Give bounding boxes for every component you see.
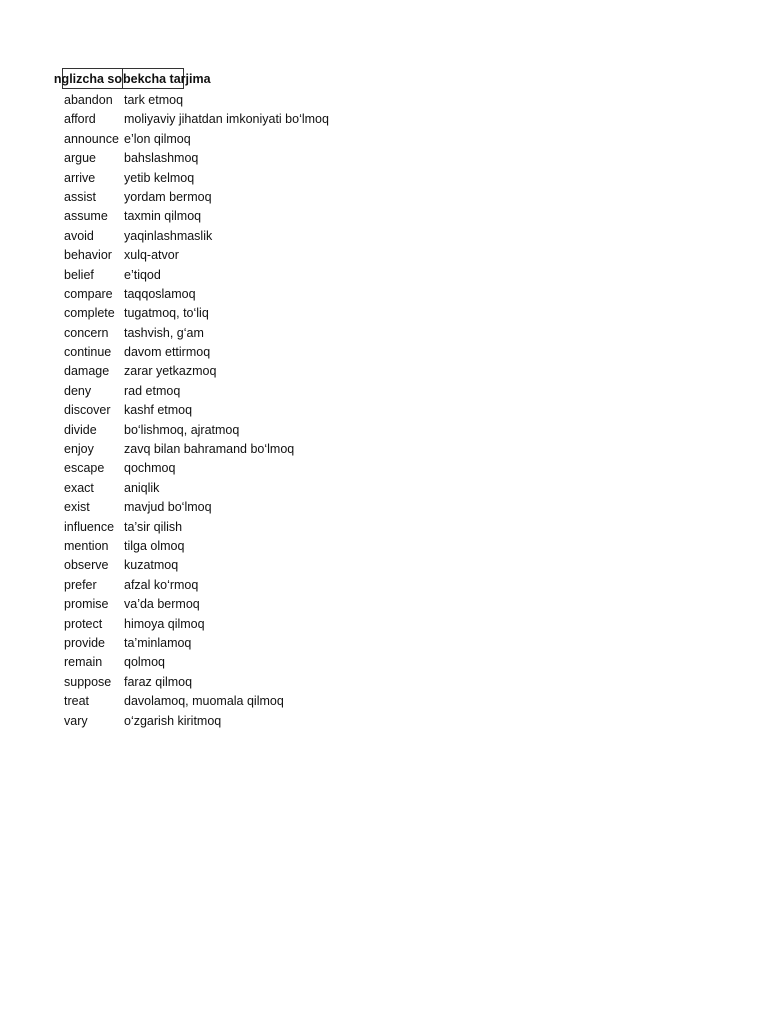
table-row	[62, 595, 329, 614]
table-row	[62, 130, 329, 149]
uzbek-translation-cell[interactable]: e’lon qilmoq	[124, 131, 191, 146]
uzbek-translation-cell[interactable]: rad etmoq	[124, 383, 181, 398]
english-word-cell[interactable]: promise	[64, 597, 109, 612]
english-word-cell[interactable]: belief	[64, 267, 94, 282]
english-word-cell[interactable]: prefer	[64, 577, 97, 592]
english-word-cell[interactable]: assume	[64, 209, 108, 224]
uzbek-translation-cell[interactable]: xulq-atvor	[124, 248, 179, 263]
english-word-cell[interactable]: assist	[64, 189, 96, 204]
table-row	[62, 537, 329, 556]
english-word-cell[interactable]: treat	[64, 694, 90, 709]
english-word-cell[interactable]: deny	[64, 383, 92, 398]
table-row	[62, 459, 329, 478]
table-row	[62, 576, 329, 595]
english-word-cell[interactable]: provide	[64, 635, 105, 650]
english-word-cell[interactable]: avoid	[64, 228, 94, 243]
table-row	[62, 246, 329, 265]
uzbek-translation-cell[interactable]: aniqlik	[124, 480, 160, 495]
english-word-cell[interactable]: continue	[64, 345, 112, 360]
uzbek-translation-cell[interactable]: davom ettirmoq	[124, 345, 211, 360]
table-row	[62, 188, 329, 207]
header-cell-english-word[interactable]	[53, 68, 123, 89]
uzbek-translation-cell[interactable]: yetib kelmoq	[124, 170, 195, 185]
english-word-cell[interactable]: exist	[64, 500, 90, 515]
table-row	[62, 615, 329, 634]
uzbek-translation-cell[interactable]: afzal ko‘rmoq	[124, 577, 199, 592]
english-word-cell[interactable]: arrive	[64, 170, 96, 185]
uzbek-translation-cell[interactable]: davolamoq, muomala qilmoq	[124, 694, 284, 709]
table-row	[62, 634, 329, 653]
uzbek-translation-cell[interactable]: bahslashmoq	[124, 151, 199, 166]
uzbek-translation-cell[interactable]: mavjud bo‘lmoq	[124, 500, 212, 515]
table-row	[62, 498, 329, 517]
english-word-cell[interactable]: protect	[64, 616, 103, 631]
english-word-cell[interactable]: suppose	[64, 674, 112, 689]
table-row	[62, 227, 329, 246]
uzbek-translation-cell[interactable]: e’tiqod	[124, 267, 161, 282]
english-word-cell[interactable]: damage	[64, 364, 110, 379]
english-word-cell[interactable]: afford	[64, 112, 96, 127]
table-row	[62, 401, 329, 420]
uzbek-translation-cell[interactable]: tilga olmoq	[124, 538, 185, 553]
uzbek-translation-cell[interactable]: tashvish, g‘am	[124, 325, 204, 340]
english-word-cell[interactable]: discover	[64, 403, 111, 418]
english-word-cell[interactable]: compare	[64, 286, 113, 301]
table-row	[62, 712, 329, 731]
english-word-cell[interactable]: mention	[64, 538, 109, 553]
header-row	[53, 67, 329, 90]
uzbek-translation-cell[interactable]: taqqoslamoq	[124, 286, 196, 301]
english-word-cell[interactable]: influence	[64, 519, 115, 534]
english-word-cell[interactable]: abandon	[64, 93, 113, 107]
header-english-label: nglizcha so	[53, 72, 122, 86]
uzbek-translation-cell[interactable]: kuzatmoq	[124, 558, 179, 573]
uzbek-translation-cell[interactable]: bo‘lishmoq, ajratmoq	[124, 422, 240, 437]
table-row	[62, 304, 329, 323]
table-row	[62, 169, 329, 188]
english-word-cell[interactable]: behavior	[64, 248, 112, 263]
table-row	[62, 110, 329, 129]
uzbek-translation-cell[interactable]: o‘zgarish kiritmoq	[124, 713, 222, 728]
table-row	[62, 653, 329, 672]
english-word-cell[interactable]: divide	[64, 422, 97, 437]
uzbek-translation-cell[interactable]: tugatmoq, to‘liq	[124, 306, 209, 321]
uzbek-translation-cell[interactable]: qochmoq	[124, 461, 176, 476]
table-row	[62, 673, 329, 692]
english-word-cell[interactable]: vary	[64, 713, 88, 728]
uzbek-translation-cell[interactable]: himoya qilmoq	[124, 616, 205, 631]
uzbek-translation-cell[interactable]: zavq bilan bahramand bo‘lmoq	[124, 442, 295, 457]
english-word-cell[interactable]: complete	[64, 306, 115, 321]
table-row	[62, 556, 329, 575]
table-row	[62, 479, 329, 498]
uzbek-translation-cell[interactable]: qolmoq	[124, 655, 165, 670]
table-row	[62, 91, 329, 110]
english-word-cell[interactable]: remain	[64, 655, 103, 670]
table-row	[62, 149, 329, 168]
english-word-cell[interactable]: concern	[64, 325, 109, 340]
table-row	[62, 518, 329, 537]
english-word-cell[interactable]: escape	[64, 461, 105, 476]
vocabulary-sheet	[53, 67, 329, 731]
table-row	[62, 324, 329, 343]
table-row	[62, 382, 329, 401]
header-cell-uzbek-translation[interactable]	[123, 68, 211, 89]
uzbek-translation-cell[interactable]: ta’sir qilish	[124, 519, 183, 534]
uzbek-translation-cell[interactable]: yaqinlashmaslik	[124, 228, 213, 243]
english-word-cell[interactable]: exact	[64, 480, 94, 495]
english-word-cell[interactable]: observe	[64, 558, 109, 573]
english-word-cell[interactable]: enjoy	[64, 442, 94, 457]
table-row	[62, 440, 329, 459]
uzbek-translation-cell[interactable]: zarar yetkazmoq	[124, 364, 217, 379]
table-row	[62, 362, 329, 381]
table-row	[62, 421, 329, 440]
uzbek-translation-cell[interactable]: kashf etmoq	[124, 403, 193, 418]
uzbek-translation-cell[interactable]: moliyaviy jihatdan imkoniyati bo‘lmoq	[124, 112, 329, 127]
header-uzbek-label: bekcha tarjima	[123, 72, 211, 86]
english-word-cell[interactable]: announce	[64, 131, 119, 146]
uzbek-translation-cell[interactable]: faraz qilmoq	[124, 674, 193, 689]
uzbek-translation-cell[interactable]: va’da bermoq	[124, 597, 200, 612]
table-row	[62, 266, 329, 285]
english-word-cell[interactable]: argue	[64, 151, 96, 166]
word-list	[62, 91, 329, 731]
table-row	[62, 285, 329, 304]
uzbek-translation-cell[interactable]: ta’minlamoq	[124, 635, 192, 650]
table-row	[62, 343, 329, 362]
table-row	[62, 692, 329, 711]
table-row	[62, 207, 329, 226]
uzbek-translation-cell[interactable]: tark etmoq	[124, 93, 184, 107]
uzbek-translation-cell[interactable]: taxmin qilmoq	[124, 209, 202, 224]
uzbek-translation-cell[interactable]: yordam bermoq	[124, 189, 212, 204]
